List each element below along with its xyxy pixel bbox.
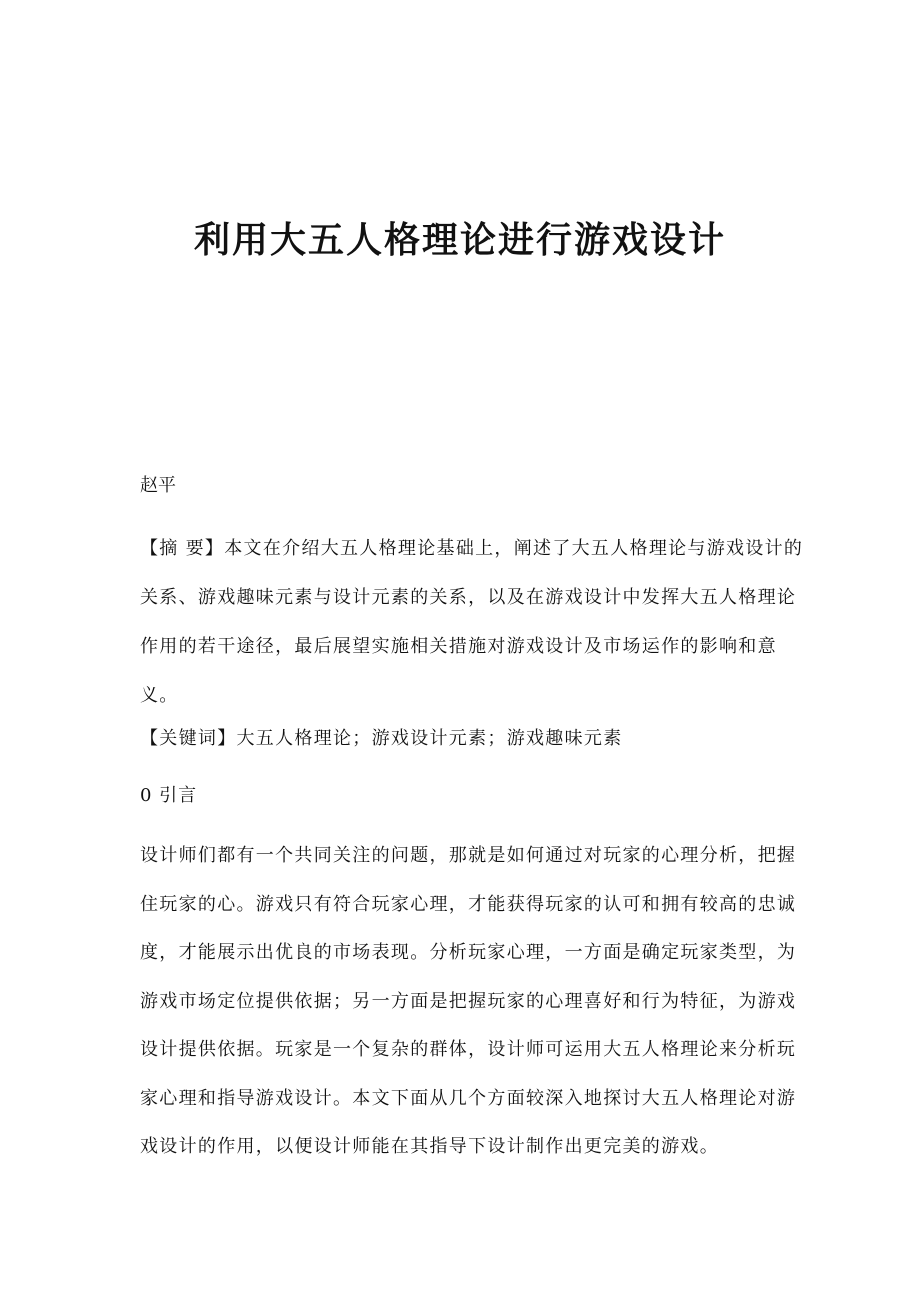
- abstract-line: 【摘 要】本文在介绍大五人格理论基础上，阐述了大五人格理论与游戏设计的: [140, 538, 804, 559]
- intro-paragraph: [140, 832, 797, 1172]
- paragraph-line: 戏设计的作用，以便设计师能在其指导下设计制作出更完美的游戏。: [140, 1136, 719, 1157]
- abstract-line: 关系、游戏趣味元素与设计元素的关系，以及在游戏设计中发挥大五人格理论: [140, 587, 797, 608]
- paragraph-line: 设计师们都有一个共同关注的问题，那就是如何通过对玩家的心理分析，把握: [140, 845, 797, 866]
- paragraph-line: 设计提供依据。玩家是一个复杂的群体，设计师可运用大五人格理论来分析玩: [140, 1039, 797, 1060]
- keywords: 【关键词】大五人格理论；游戏设计元素；游戏趣味元素: [140, 728, 623, 749]
- paragraph-line: 住玩家的心。游戏只有符合玩家心理，才能获得玩家的认可和拥有较高的忠诚: [140, 893, 797, 915]
- document-title: 利用大五人格理论进行游戏设计: [193, 220, 726, 261]
- author-name: 赵平: [140, 475, 176, 496]
- paragraph-line: 游戏市场定位提供依据；另一方面是把握玩家的心理喜好和行为特征，为游戏: [140, 990, 797, 1012]
- section-heading-intro: 0 引言: [140, 785, 198, 806]
- abstract: [140, 524, 804, 720]
- paragraph-line: 度，才能展示出优良的市场表现。分析玩家心理，一方面是确定玩家类型，为: [140, 942, 797, 963]
- paragraph-line: 家心理和指导游戏设计。本文下面从几个方面较深入地探讨大五人格理论对游: [140, 1087, 797, 1109]
- abstract-line: 义。: [140, 685, 179, 706]
- abstract-line: 作用的若干途径，最后展望实施相关措施对游戏设计及市场运作的影响和意: [140, 636, 777, 657]
